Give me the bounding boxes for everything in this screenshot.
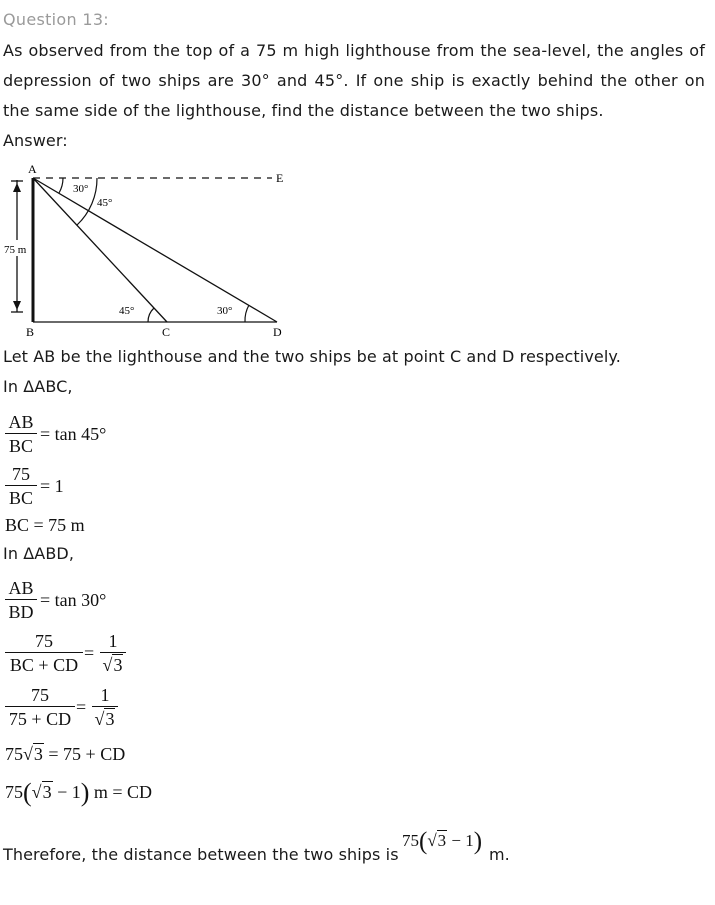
fraction-75-75-cd: 75 75 + CD <box>5 684 75 731</box>
lighthouse-diagram <box>0 160 300 340</box>
answer-label: Answer: <box>3 131 68 150</box>
eq-one: = 1 <box>40 476 64 496</box>
question-line-3: the same side of the lighthouse, find the distance between the two ships. <box>3 101 604 120</box>
question-title: Question 13: <box>3 10 109 29</box>
angle-label-45-at-c: 45° <box>119 305 135 317</box>
angle-label-30-at-a: 30° <box>73 183 89 195</box>
final-answer-unit: m. <box>489 845 510 864</box>
label-b: B <box>26 325 35 339</box>
angle-label-45-at-a: 45° <box>97 197 113 209</box>
fraction-1-root3-b: 1 √3 <box>92 684 118 731</box>
eq-tan30: = tan 30° <box>40 590 107 610</box>
angle-arc-30-at-a <box>59 178 63 193</box>
angle-label-30-at-d: 30° <box>217 305 233 317</box>
label-a: A <box>28 162 37 176</box>
final-answer-text: Therefore, the distance between the two ships is <box>3 845 399 864</box>
fraction-75-bc-cd: 75 BC + CD <box>5 630 83 677</box>
final-answer-expression: 75(√3 − 1) <box>402 828 483 855</box>
eq-75-root3: 75√3 = 75 + CD <box>5 744 126 764</box>
angle-arc-45-at-c <box>148 308 154 322</box>
question-text <box>3 36 705 126</box>
fraction-1-root3-a: 1 √3 <box>100 630 126 677</box>
solution-intro: Let AB be the lighthouse and the two ships be at point C and D respectively. <box>3 347 621 366</box>
height-label: 75 m <box>4 244 27 256</box>
in-triangle-abc: In ΔABC, <box>3 377 73 396</box>
label-d: D <box>273 325 282 339</box>
label-e: E <box>276 171 284 185</box>
eq-sign-1: = <box>84 643 95 663</box>
fraction-ab-bc: AB BC <box>5 411 37 458</box>
label-c: C <box>162 325 171 339</box>
fraction-75-bc: 75 BC <box>5 463 37 510</box>
angle-arc-30-at-d <box>245 305 249 322</box>
eq-tan45: = tan 45° <box>40 424 107 444</box>
question-line-1: As observed from the top of a 75 m high lighthouse from the sea-level, the angles of <box>3 41 705 60</box>
in-triangle-abd: In ΔABD, <box>3 544 75 563</box>
question-line-2: depression of two ships are 30° and 45°. If one ship is exactly behind the other on <box>3 71 705 90</box>
eq-sign-2: = <box>76 697 87 717</box>
line-ad <box>33 178 277 322</box>
eq-cd-value: 75(√3 − 1) m = CD <box>5 778 153 807</box>
eq-bc-75: BC = 75 m <box>5 515 85 535</box>
fraction-ab-bd: AB BD <box>5 577 37 624</box>
